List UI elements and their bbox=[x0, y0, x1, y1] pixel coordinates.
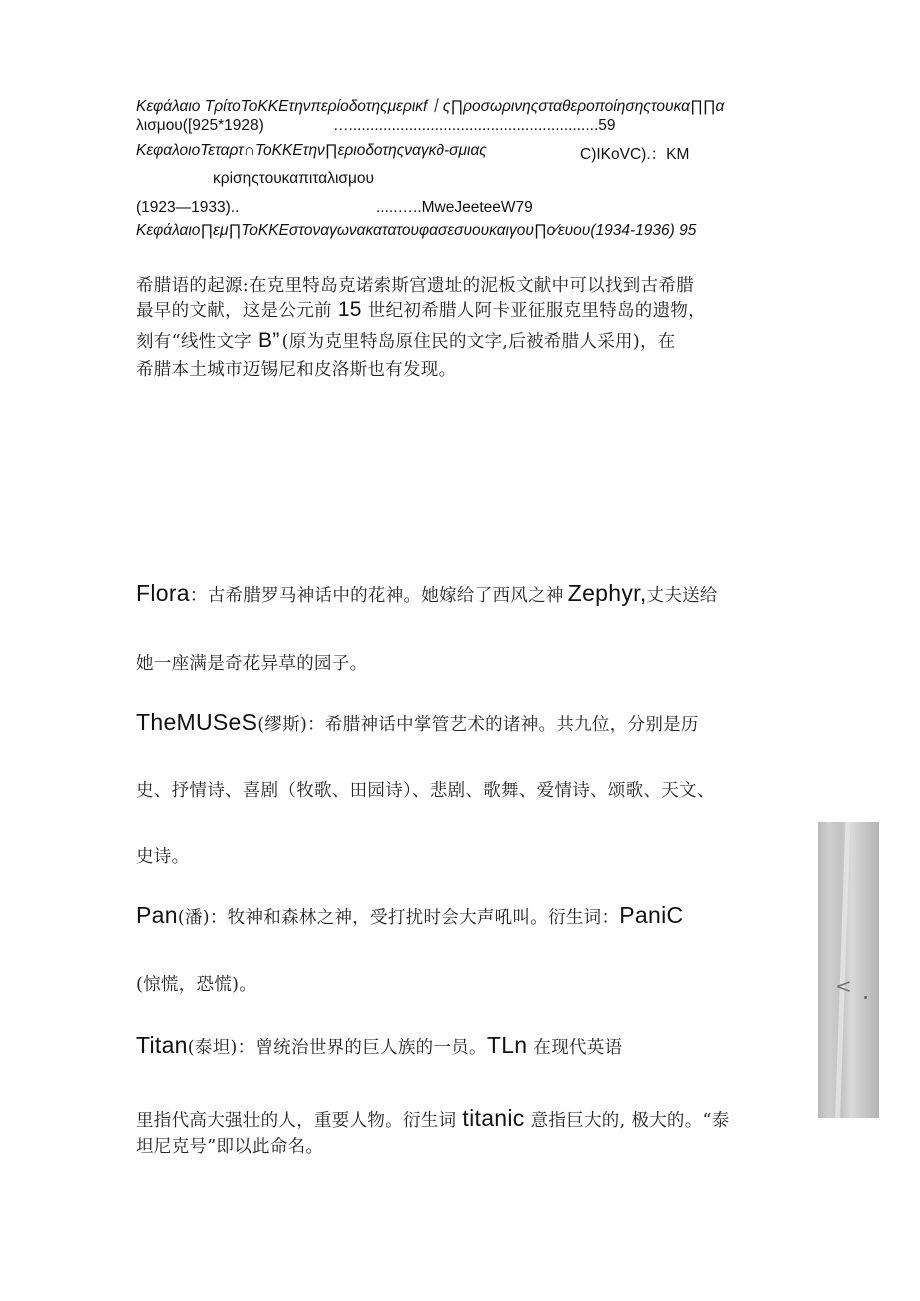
pan-term: Pan bbox=[136, 902, 178, 928]
toc-leader-79: .....…..MweJeeteeW79 bbox=[376, 199, 533, 216]
photo-light-stripe bbox=[834, 822, 851, 1118]
muses-entry-line-2: 史、抒情诗、喜剧（牧歌、田园诗）、悲剧、歌舞、爱情诗、颂歌、天文、 bbox=[136, 781, 715, 801]
origin-line-2: 最早的文献，这是公元前 15 世纪初希腊人阿卡亚征服克里特岛的遗物， bbox=[136, 298, 706, 321]
toc-line-chapter-4-right: C)IKoVC).：KM bbox=[580, 146, 690, 163]
muses-term: TheMUSeS bbox=[136, 709, 258, 735]
photo-dot bbox=[864, 996, 867, 999]
pan-entry-line-2: (惊慌，恐慌)。 bbox=[136, 975, 258, 995]
scanned-photo-strip bbox=[818, 822, 879, 1118]
flora-entry-line-1: Flora：古希腊罗马神话中的花神。她嫁给了西风之神 Zephyr,丈夫送给 bbox=[136, 580, 718, 606]
toc-line-chapter-4: ΚεφαλοιοΤεταρτ∩ΤοΚΚΕτην∏εριοδοτηςναγκ∂-σμιας bbox=[136, 142, 487, 159]
titanic-word: titanic bbox=[462, 1105, 525, 1131]
titan-entry-line-1: Titan(泰坦)：曾统治世界的巨人族的一员。TLn 在现代英语 bbox=[136, 1032, 623, 1058]
flora-entry-line-2: 她一座满是奇花异草的园子。 bbox=[136, 654, 368, 674]
pan-entry-line-1: Pan(潘)：牧神和森林之神，受打扰时会大声吼叫。衍生词：PaniC bbox=[136, 902, 684, 928]
titan-entry-line-3: 坦尼克号”即以此命名。 bbox=[136, 1137, 324, 1157]
toc-line-chapter-3: Κεφάλαιο ΤρίτοΤοΚΚΕτηνπερίοδοτηςμερικf丨ς∏ροσωρινηςσταθεροποίησηςτουκα∏∏α bbox=[136, 98, 725, 115]
toc-line-chapter-5: Κεφάλαιο∏εμ∏ΤοΚΚΕστοναγωνακατατουφασεσυουκαιγου∏ο⁄ευου(1934-1936) 95 bbox=[136, 222, 697, 239]
pan-derivative: PaniC bbox=[619, 902, 684, 928]
muses-entry-line-3: 史诗。 bbox=[136, 847, 190, 867]
origin-line-3: 刻有“线性文字 B” (原为克里特岛原住民的文字,后被希腊人采用)，在 bbox=[136, 329, 676, 352]
origin-line-4: 希腊本土城市迈锡尼和皮洛斯也有发现。 bbox=[136, 360, 457, 380]
flora-term: Flora bbox=[136, 580, 190, 606]
toc-leader-59: …..........................................................59 bbox=[333, 117, 616, 134]
photo-chevron-mark: < bbox=[835, 974, 852, 998]
titan-entry-line-2: 里指代高大强壮的人，重要人物。衍生词 titanic 意指巨大的, 极大的。“泰 bbox=[136, 1105, 730, 1131]
titan-term: Titan bbox=[136, 1032, 188, 1058]
toc-line-chapter-3-cont: λισμου([925*1928) bbox=[136, 117, 264, 134]
muses-entry-line-1: TheMUSeS(缪斯)：希腊神话中掌管艺术的诸神。共九位，分别是历 bbox=[136, 709, 699, 735]
origin-line-1: 希腊语的起源:在克里特岛克诺索斯宫遗址的泥板文献中可以找到古希腊 bbox=[136, 276, 694, 296]
toc-line-chapter-4-sub: κρiσηςτουκαπιταλισμου bbox=[213, 170, 374, 187]
toc-line-chapter-4-years: (1923—1933).. bbox=[136, 199, 240, 216]
